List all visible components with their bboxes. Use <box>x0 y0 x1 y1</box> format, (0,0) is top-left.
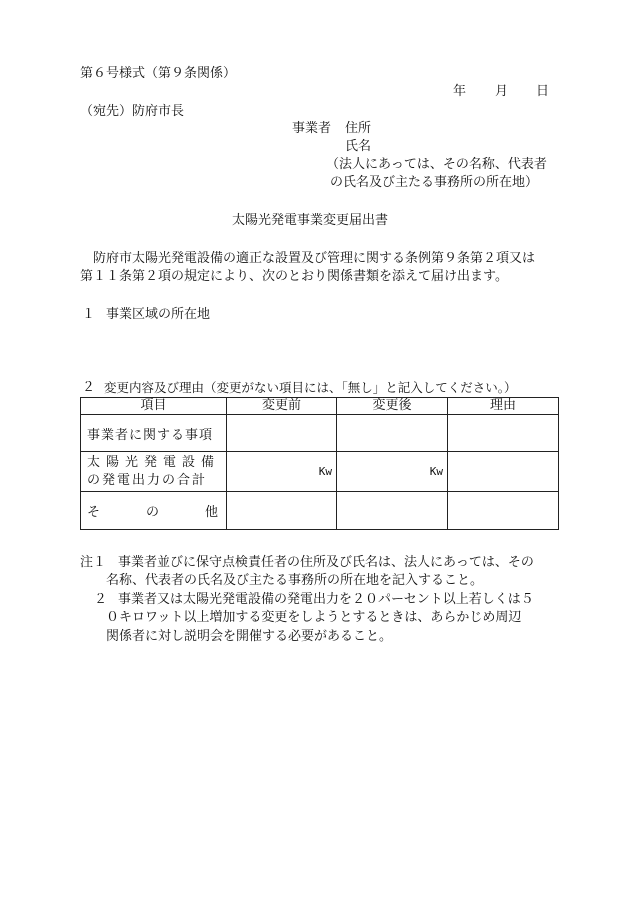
row-output-before[interactable]: Kw <box>227 452 337 492</box>
row-other-before[interactable] <box>227 492 337 530</box>
note2-line2: ０キロワット以上増加する変更をしようとするときは、あらかじめ周辺 <box>106 610 522 625</box>
row-applicant-after[interactable] <box>337 415 448 452</box>
note1-prefix: 注１ <box>80 555 107 570</box>
date-month-label: 月 <box>495 84 509 99</box>
table-header-row <box>81 398 559 415</box>
row-other-item <box>81 492 227 530</box>
document-title: 太陽光発電事業変更届出書 <box>232 213 389 228</box>
note1-line2: 名称、代表者の氏名及び主たる事務所の所在地を記入すること。 <box>106 573 484 588</box>
note1-line1: 事業者並びに保守点検責任者の住所及び氏名は、法人にあっては、その <box>118 555 534 570</box>
row-output-after[interactable]: Kw <box>337 452 448 492</box>
row-applicant-reason[interactable] <box>448 415 559 452</box>
header-before: 変更前 <box>227 398 337 415</box>
table-row <box>81 492 559 530</box>
row-output-item <box>81 452 227 492</box>
note2-prefix: ２ <box>94 592 108 607</box>
row-applicant-item: 事業者に関する事項 <box>81 415 227 452</box>
section2-label: 変更内容及び理由（変更がない項目には、「無し」と記入してください。） <box>104 380 517 395</box>
name-label: 氏名 <box>345 139 372 154</box>
section1-label: 事業区域の所在地 <box>106 307 211 322</box>
date-year-label: 年 <box>453 84 467 99</box>
table-row <box>81 415 559 452</box>
header-item: 項目 <box>81 398 227 415</box>
section2-number: ２ <box>82 380 96 395</box>
row-output-item-line2: の発電出力の合計 <box>87 472 208 488</box>
row-other-reason[interactable] <box>448 492 559 530</box>
change-table <box>80 397 559 530</box>
row-output-reason[interactable] <box>448 452 559 492</box>
row-other-item-a: そ <box>87 505 101 520</box>
section1-number: １ <box>82 307 96 322</box>
row-other-item-b: の <box>145 505 159 520</box>
body-line1: 防府市太陽光発電設備の適正な設置及び管理に関する条例第９条第２項又は <box>93 251 536 266</box>
applicant-label: 事業者 <box>292 121 332 136</box>
form-number: 第６号様式（第９条関係） <box>80 66 237 81</box>
addressee: （宛先）防府市長 <box>80 104 185 119</box>
row-other-item-c: 他 <box>204 505 218 520</box>
applicant-note-line1: （法人にあっては、その名称、代表者 <box>326 157 547 172</box>
row-applicant-before[interactable] <box>227 415 337 452</box>
header-after: 変更後 <box>337 398 448 415</box>
table-row <box>81 452 559 492</box>
row-output-item-line1: 太陽光発電設備 <box>87 454 221 470</box>
header-reason: 理由 <box>448 398 559 415</box>
applicant-note-line2: の氏名及び主たる事務所の所在地） <box>330 175 539 190</box>
date-day-label: 日 <box>536 84 550 99</box>
note2-line3: 関係者に対し説明会を開催する必要があること。 <box>106 629 393 644</box>
note2-line1: 事業者又は太陽光発電設備の発電出力を２０パーセント以上若しくは５ <box>118 592 534 607</box>
address-label: 住所 <box>345 121 372 136</box>
row-other-after[interactable] <box>337 492 448 530</box>
body-line2: 第１１条第２項の規定により、次のとおり関係書類を添えて届け出ます。 <box>80 269 508 284</box>
